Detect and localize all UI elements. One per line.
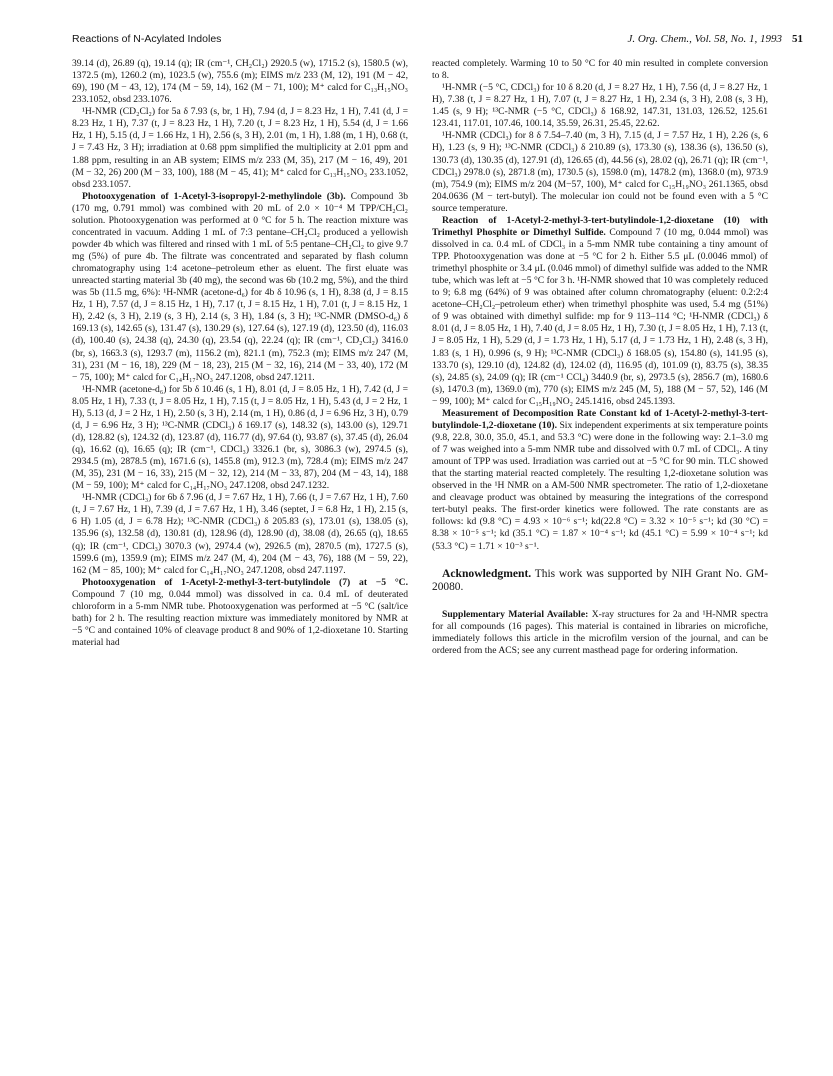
- section-heading: Photooxygenation of 1-Acetyl-3-isopropyl-2-methylindole (3b).: [82, 190, 346, 202]
- spacer: [432, 595, 768, 609]
- paragraph-8-nmr: ¹H-NMR (CDCl₃) for 8 δ 7.54–7.40 (m, 3 H), 7.15 (d, J = 7.57 Hz, 1 H), 2.26 (s, 6 H), 1.23 (s, 9 H); ¹³C-NMR (CDCl₃) δ 210.89 (s), 173.30 (s), 138.36 (s), 136.50 (s), 130.73 (d), 130.35 (d), 127.91 (d), 126.65 (d), 44.56 (s), 28.02 (q), 26.71 (q); IR (cm⁻¹, CDCl₃) 2978.0 (s), 2871.8 (m), 1730.5 (s), 1598.0 (m), 1478.2 (m), 1368.0 (m), 973.9 (m), 754.9 (m); EIMS m/z 204 (M−57, 100), M⁺ calcd for C₁₅H₁₉NO₃ 261.1365, obsd 204.0636 (M − tert-butyl). The molecular ion could not be found even with a 5 °C source temperature.: [432, 130, 768, 214]
- running-header: [72, 32, 803, 46]
- journal-reference: J. Org. Chem., Vol. 58, No. 1, 1993: [627, 33, 782, 45]
- acknowledgment: [432, 567, 768, 595]
- paragraph-5a-nmr: ¹H-NMR (CD₂Cl₂) for 5a δ 7.93 (s, br, 1 H), 7.94 (d, J = 8.23 Hz, 1 H), 7.41 (d, J = 8.23 Hz, 1 H), 7.37 (t, J = 8.23 Hz, 1 H), 7.20 (t, J = 8.23 Hz, 1 H), 5.54 (d, J = 1.66 Hz, 1 H), 5.15 (d, J = 1.66 Hz, 1 H), 2.56 (s, 3 H), 2.01 (m, 1 H), 1.88 (m, 1 H), 0.68 (t, J = 7.43 Hz, 3 H); irradiation at 0.68 ppm simplified the multiplicity at 2.01 ppm and 1.88 ppm, resulting in an AB system; EIMS m/z 233 (M, 35), 217 (M − 16, 49), 201 (M − 32, 26) 200 (M − 33, 100), 188 (M − 45, 41); M⁺ calcd for C₁₃H₁₅NO₃ 233.1052, obsd 233.1057.: [72, 106, 408, 190]
- running-title: Reactions of N-Acylated Indoles: [72, 33, 222, 45]
- supplementary-body: X-ray structures for 2a and ¹H-NMR spectra for all compounds (16 pages). This material is contained in libraries on microfiche, immediately follows this article in the microfilm version of the journal, and can be ordered from the ACS; see any current masthead page for ordering information.: [432, 608, 769, 656]
- spacer: [432, 553, 768, 567]
- paragraph-photooxygenation-7: [72, 577, 408, 649]
- section-body: Six independent experiments at six temperature points (9.8, 22.8, 30.0, 35.0, 45.1, and 53.3 °C) were done in the following way: 2.1–3.0 mg of 7 was weighed into a 5-mm NMR tube and dissolved with 0.7 mL of CDCl₃. A tiny amount of TPP was used. Irradiation was carried out at −5 °C for 90 min. TLC showed that the starting material reacted completely. The resulting 1,2-dioxetane solution was observed in the ¹H NMR on a AM-500 NMR spectrometer. The ratio of 1,2-dioxetane and cleavage product was obtained by measuring the integrations of the correspond tert-butyl peaks. The first-order kinetics were followed. The rate constants are as follows: kd (9.8 °C) = 4.93 × 10⁻⁶ s⁻¹; kd(22.8 °C) = 3.32 × 10⁻⁵ s⁻¹; kd (30 °C) = 8.38 × 10⁻⁵ s⁻¹; kd (35.1 °C) = 1.87 × 10⁻⁴ s⁻¹; kd (45.1 °C) = 5.99 × 10⁻⁴ s⁻¹; kd (53.3 °C) = 1.71 × 10⁻³ s⁻¹.: [432, 419, 768, 552]
- acknowledgment-heading: Acknowledgment.: [442, 566, 532, 580]
- journal-citation: [627, 32, 803, 46]
- paragraph-reaction-dioxetane: [432, 215, 768, 408]
- acknowledgment-body: This work was supported by NIH Grant No. GM-20080.: [432, 567, 768, 594]
- left-column: [72, 58, 408, 649]
- supplementary-heading: Supplementary Material Available:: [442, 608, 589, 620]
- paragraph-rate-constant: [432, 408, 768, 553]
- right-column: [432, 58, 768, 657]
- paragraph-10-nmr: ¹H-NMR (−5 °C, CDCl₃) for 10 δ 8.20 (d, J = 8.27 Hz, 1 H), 7.56 (d, J = 8.27 Hz, 1 H), 7.38 (t, J = 8.27 Hz, 1 H), 7.07 (t, J = 8.27 Hz, 1 H), 2.34 (s, 3 H), 2.08 (s, 3 H), 1.45 (s, 9 H); ¹³C-NMR (−5 °C, CDCl₃) δ 168.92, 147.31, 131.03, 126.52, 125.61 123.41, 117.01, 107.46, 100.14, 35.59, 26.31, 25.45, 22.62.: [432, 82, 768, 130]
- paragraph-5a-spectra-end: 39.14 (d), 26.89 (q), 19.14 (q); IR (cm⁻¹, CH₂Cl₂) 2920.5 (w), 1715.2 (s), 1580.5 (w), 1372.5 (m), 1260.2 (m), 1023.5 (w), 755.6 (m); EIMS m/z 233 (M, 12), 191 (M − 42, 69), 190 (M − 43, 12), 174 (M − 59, 14), 162 (M − 71, 100); M⁺ calcd for C₁₃H₁₅NO₃ 233.1052, obsd 233.1076.: [72, 58, 408, 106]
- section-body: Compound 3b (170 mg, 0.791 mmol) was combined with 20 mL of 2.0 × 10⁻⁴ M TPP/CH₂Cl₂ solution. Photooxygenation was performed at 0 °C for 5 h. The reaction mixture was concentrated in vacuum. Adding 1 mL of 7:3 pentane–CH₂Cl₂ produced a yellowish powder 4b which was filtered and rinsed with 1 mL of 5:5 pentane–CH₂Cl₂ to give 9.7 mg (5%) of pure 4b. The filtrate was concentrated and separated by flash column chromatography using 1:4 acetone–petroleum ether as eluent. The first eluate was unreacted starting material 3b (40 mg), the second was 6b (10.2 mg, 5%), and the third was 5b (11.5 mg, 6%): ¹H-NMR (acetone-d₆) for 4b δ 10.96 (s, 1 H), 8.38 (d, J = 8.15 Hz, 1 H), 7.57 (d, J = 8.15 Hz, 1 H), 7.17 (t, J = 8.15 Hz, 1 H), 7.01 (t, J = 8.15 Hz, 1 H), 2.42 (s, 3 H), 2.19 (s, 3 H), 2.14 (s, 3 H), 1.84 (s, 3 H); ¹³C-NMR (DMSO-d₆) δ 169.13 (s), 142.65 (s), 131.47 (s), 130.29 (s), 127.64 (s), 127.19 (d), 123.50 (d), 116.03 (d), 100.40 (s), 24.38 (q), 24.30 (q), 23.54 (q), 22.24 (q); IR (cm⁻¹, CD₂Cl₂) 3416.0 (br, s), 1663.3 (s), 1293.7 (m), 1156.2 (m), 821.1 (m), 752.3 (m); EIMS m/z 247 (M, 31), 231 (M − 16, 18), 229 (M − 18, 23), 215 (M − 32, 16), 214 (M − 33, 40), 172 (M − 75, 100); M⁺ calcd for C₁₄H₁₇NO₃ 247.1208, obsd 247.1211.: [72, 190, 408, 383]
- paragraph-6b-nmr: ¹H-NMR (CDCl₃) for 6b δ 7.96 (d, J = 7.67 Hz, 1 H), 7.66 (t, J = 7.67 Hz, 1 H), 7.60 (t, J = 7.67 Hz, 1 H), 7.39 (d, J = 7.67 Hz, 1 H), 3.46 (septet, J = 6.8 Hz, 1 H), 2.15 (s, 6 H) 1.05 (d, J = 6.78 Hz); ¹³C-NMR (CDCl₃) δ 205.83 (s), 173.01 (s), 138.05 (s), 135.96 (s), 132.58 (d), 130.81 (d), 128.96 (d), 128.90 (d), 38.08 (d), 26.65 (q), 18.65 (q); IR (cm⁻¹, CDCl₃) 3070.3 (w), 2974.4 (w), 2926.5 (m), 2870.5 (m), 1727.5 (s), 1599.6 (m), 1359.9 (m); EIMS m/z 247 (M, 4), 204 (M − 43, 76), 188 (M − 59, 22), 162 (M − 85, 100); M⁺ calcd for C₁₄H₁₇NO₃ 247.1208, obsd 247.1197.: [72, 492, 408, 576]
- section-heading: Reaction of 1-Acetyl-2-methyl-3-tert-butylindole-1,2-dioxetane (10) with Trimethyl Phosphite or Dimethyl Sulfide.: [432, 214, 768, 238]
- section-body: Compound 7 (10 mg, 0.044 mmol) was dissolved in ca. 0.4 mL of CDCl₃ in a 5-mm NMR tube containing a tiny amount of TPP. Photooxygenation was done at −5 °C for 2 h. Either 5.5 μL (0.0046 mmol) of trimethyl phosphite or 3.4 μL (0.046 mmol) of dimethyl sulfide was added to the NMR tube, which was left at −5 °C for 3 h. ¹H-NMR showed that 10 was completely reduced to 9; 6.8 mg (64%) of 9 was obtained after column chromatography (eluent: 0.2:2:4 acetone–CH₂Cl₂–petroleum ether) when trimethyl phosphite was used, 5.4 mg (51%) of 9 was obtained with dimethyl sulfide: mp for 9 113–114 °C; ¹H-NMR (CDCl₃) δ 8.01 (d, J = 8.05 Hz, 1 H), 7.40 (d, J = 8.05 Hz, 1 H), 7.30 (t, J = 8.05 Hz, 1 H), 7.13 (t, J = 8.05 Hz, 1 H), 5.29 (d, J = 1.73 Hz, 1 H), 5.17 (d, J = 1.73 Hz, 1 H), 2.48 (s, 3 H), 1.83 (s, 1 H), 0.996 (s, 9 H); ¹³C-NMR (CDCl₃) δ 168.05 (s), 154.80 (s), 141.95 (s), 133.70 (s), 129.10 (d), 124.82 (d), 124.02 (d), 116.95 (d), 101.09 (t), 83.75 (s), 38.35 (s), 24.85 (s), 24.09 (q); IR (cm⁻¹ CCl₄) 3440.9 (br, s), 2973.5 (s), 2856.7 (m), 1680.6 (s), 1470.3 (m), 1369.0 (m), 770 (s); EIMS m/z 245 (M, 5), 188 (M − 57, 52), 146 (M − 99, 100); M⁺ calcd for C₁₅H₁₉NO₂ 245.1416, obsd 245.1393.: [432, 226, 768, 407]
- paragraph-photooxygenation-3b: [72, 191, 408, 384]
- supplementary-material: [432, 609, 768, 657]
- page-number: 51: [792, 33, 803, 45]
- paragraph-continued: reacted completely. Warming 10 to 50 °C for 40 min resulted in complete conversion to 8.: [432, 58, 768, 82]
- paragraph-5b-nmr: ¹H-NMR (acetone-d₆) for 5b δ 10.46 (s, 1 H), 8.01 (d, J = 8.05 Hz, 1 H), 7.42 (d, J = 8.05 Hz, 1 H), 7.33 (t, J = 8.05 Hz, 1 H), 7.15 (t, J = 8.05 Hz, 1 H), 5.43 (d, J = 2 Hz, 1 H), 5.13 (d, J = 2 Hz, 1 H), 2.50 (s, 3 H), 2.14 (m, 1 H), 0.86 (d, J = 6.96 Hz, 3 H), 0.79 (d, J = 6.96 Hz, 3 H); ¹³C-NMR (CDCl₃) δ 169.17 (s), 148.32 (s), 143.00 (s), 129.71 (d), 128.82 (s), 124.32 (d), 123.87 (d), 116.77 (d), 97.64 (t), 93.87 (s), 37.45 (d), 26.04 (q), 16.62 (q), 16.65 (q); IR (cm⁻¹, CDCl₃) 3326.1 (br, s), 3086.3 (w), 2974.5 (s), 2934.5 (m), 2878.5 (m), 1671.6 (s), 1455.8 (m), 912.3 (m), 728.4 (m); EIMS m/z 247 (M, 35), 231 (M − 16, 33), 215 (M − 32, 12), 214 (M − 33, 87), 204 (M − 43, 14), 188 (M − 59, 100); M⁺ calcd for C₁₄H₁₇NO₃ 247.1208, obsd 247.1232.: [72, 383, 408, 492]
- section-body: Compound 7 (10 mg, 0.044 mmol) was dissolved in ca. 0.4 mL of deuterated chloroform in a 5-mm NMR tube. Photooxygenation was performed at −5 °C (salt/ice bath) for 2 h. The resulting reaction mixture was immediately monitored by NMR at −5 °C and contained 10% of cleavage product 8 and 90% of 1,2-dioxetane 10. Starting material had: [72, 588, 408, 648]
- section-heading: Photooxygenation of 1-Acetyl-2-methyl-3-tert-butylindole (7) at −5 °C.: [82, 576, 408, 588]
- section-heading: Measurement of Decomposition Rate Constant kd of 1-Acetyl-2-methyl-3-tert-butylindole-1,2-dioxetane (10).: [432, 407, 768, 431]
